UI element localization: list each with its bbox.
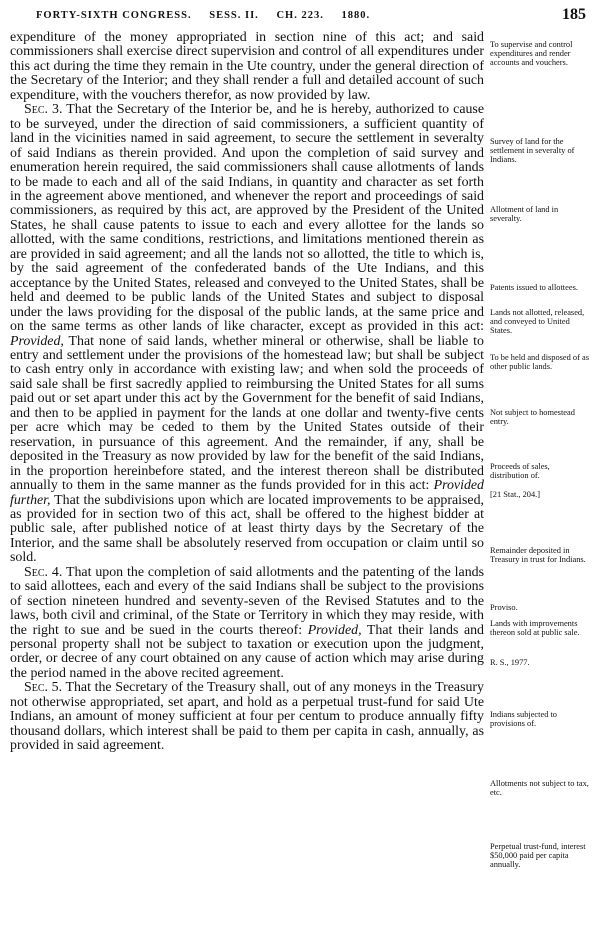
- section-3-text-a: That the Secretary of the Interior be, and he is hereby, authorized to cause to be surveyed, under the direction of said commissioners, a sufficient quantity of land in the vicinities named in said agreement, to secure the settlement in severalty of said Indians as therein provided. And upon the completion of said survey and enumeration herein required, the said commissioners shall cause allotments of lands to be made to each and all of the said Indians, in quantity and character as set forth in the agreement above mentioned, and whenever the report and proceedings of said commissioners, as required by this act, are approved by the President of the United States, he shall cause patents to issue to each and every allottee for the lands so allotted, with the same conditions, restrictions, and limitations mentioned therein as are provided in said agreement; and all the lands not so allotted, the title to which is, by the said agreement of the confederated bands of the Ute Indians, and this acceptance by the United States, released and conveyed to the United States, shall be held and deemed to be public lands of the United States and subject to disposal under the laws providing for the disposal of the public lands, at the same price and on the same terms as other lands of like character, except as provided in this act:: [10, 102, 485, 335]
- section-3-text-b: That none of said lands, whether mineral or otherwise, shall be liable to entry and settlement under the provisions of the homestead law; but shall be subject to cash entry only in accordance with existing law; and when sold the proceeds of said sale shall be first sacredly applied to reimbursing the United States for all sums paid out or set apart under this act by the Government for the benefit of said Indians, and then to be applied in payment for the lands at one dollar and twenty-five cents per acre which may be ceded to them by the United States outside of their reservation, in pursuance of this agreement. And the remainder, if any, shall be deposited in the Treasury as now provided by law for the benefit of the said Indians, in the proportion hereinbefore stated, and the interest thereon shall be distributed annually to them in the same manner as the funds provided for in this act:: [10, 333, 484, 494]
- chapter-label: CH. 223.: [276, 10, 324, 21]
- margin-note-improvements: Lands with improvements thereon sold at public sale.: [490, 619, 580, 638]
- section-5-label: Sec. 5.: [24, 680, 63, 696]
- margin-note-revised-statutes: R. S., 1977.: [490, 658, 530, 667]
- margin-note-remainder: Remainder deposited in Treasury in trust for Indians.: [490, 546, 586, 565]
- running-header: [10, 6, 590, 30]
- margin-note-proceeds: Proceeds of sales, distribution of.: [490, 462, 550, 481]
- statute-body: [10, 31, 484, 754]
- section-4-text-b: That their lands and personal property shall not be subject to taxation or execution upon the judgment, order, or decree of any court obtained on any cause of action which may arise during the period named in the above recited agreement.: [10, 622, 485, 681]
- congress-label: FORTY-SIXTH CONGRESS.: [36, 10, 192, 21]
- margin-note-indians-subjected: Indians subjected to provisions of.: [490, 710, 557, 729]
- year-label: 1880.: [341, 10, 371, 21]
- margin-note-supervise: To supervise and control expenditures and render accounts and vouchers.: [490, 40, 573, 68]
- section-5: [10, 681, 484, 753]
- section-3: [10, 103, 484, 566]
- margin-note-not-taxed: Allotments not subject to tax, etc.: [490, 779, 589, 798]
- margin-note-citation: [21 Stat., 204.]: [490, 490, 541, 499]
- section-3-label: Sec. 3.: [24, 102, 63, 118]
- margin-note-trust-fund: Perpetual trust-fund, interest $50,000 paid per capita annually.: [490, 842, 586, 870]
- margin-note-public-lands: To be held and disposed of as other public lands.: [490, 353, 589, 372]
- page-number: 185: [562, 6, 586, 23]
- session-label: SESS. II.: [209, 10, 259, 21]
- margin-note-survey: Survey of land for the settlement in severalty of Indians.: [490, 137, 575, 165]
- margin-note-homestead: Not subject to homestead entry.: [490, 408, 575, 427]
- running-title: [36, 10, 384, 21]
- margin-note-lands-not-allotted: Lands not allotted, released, and conveyed to United States.: [490, 308, 585, 336]
- section-3-text-c: That the subdivisions upon which are located improvements to be appraised, as provided for in section two of this act, shall be offered to the highest bidder at public sale, after published notice of at least thirty days by the Secretary of the Interior, and the same shall be absolutely reserved from occupation or claim until so sold.: [10, 492, 484, 566]
- margin-note-allotment: Allotment of land in severalty.: [490, 205, 559, 224]
- margin-note-proviso: Proviso.: [490, 603, 518, 612]
- provided-clause: Provided,: [307, 622, 362, 638]
- section-5-text: That the Secretary of the Treasury shall, out of any moneys in the Treasury not otherwise appropriated, set apart, and hold as a perpetual trust-fund for said Ute Indians, an amount of money sufficient at four per centum to produce annually fifty thousand dollars, which interest shall be paid to them per capita in cash, annually, as provided in said agreement.: [10, 680, 484, 754]
- section-4-text-a: That upon the completion of said allotments and the patenting of the lands to said allottees, each and every of the said Indians shall be subject to the provisions of section nineteen hundred and seventy-seven of the Revised Statutes and to the laws, both civil and criminal, of the State or Territory in which they may reside, with the right to sue and be sued in the courts thereof:: [10, 564, 484, 638]
- provided-further-clause: Provided further,: [10, 478, 484, 508]
- section-4: [10, 566, 484, 682]
- section-4-label: Sec. 4.: [24, 564, 63, 580]
- margin-note-patents: Patents issued to allottees.: [490, 283, 578, 292]
- paragraph-expenditure: expenditure of the money appropriated in section nine of this act; and said commissioners shall exercise direct supervision and control of all expenditures under this act during the time they remain in the Ute country, under the general direction of the Secretary of the Interior; and they shall render a full and detailed account of such expenditure, with the vouchers therefor, as now provided by law.: [10, 30, 484, 103]
- provided-clause: Provided,: [10, 333, 64, 349]
